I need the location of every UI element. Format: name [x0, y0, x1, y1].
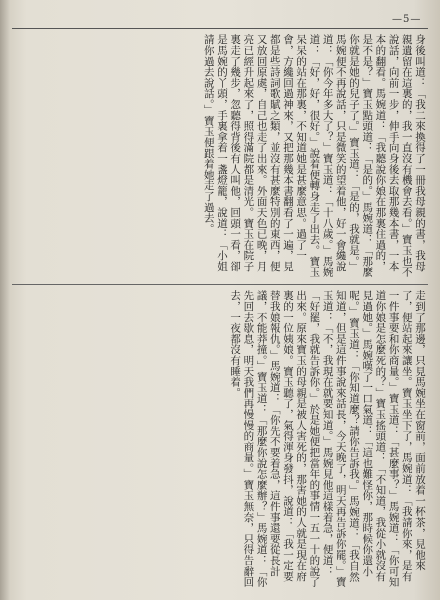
- section-divider: [12, 284, 428, 285]
- lower-text-block: 走到了那邊，只見馬婉坐在窗前，面前放着一杯茶，見他來了，便站起來讓坐。寶玉坐下了，馬婉道：「我請你來，是有一件事要和你商量。」寶玉道：「甚麼事？」馬婉道：「你可知道你娘是怎麼死的？」寶玉搖頭道：「不知道，我從小就沒有見過她。」馬婉嘆了一口氣道：「這也難怪你，那時候你還小呢。」寶玉道：「你知道麼？請你告訴我。」馬婉道：「我自然知道，但是這件事說來話長，今天晚了，明天再告訴你罷。」寶玉道：「不，我現在就要知道。」馬婉見他這樣着急，便道：「好罷，我就告訴你。」於是她便把當年的事情一五一十的說了出來。原來寶玉的母親是被人害死的，那害她的人就是現在府裏的一位姨娘。寶玉聽了，氣得渾身發抖，說道：「我一定要替我娘報仇。」馬婉道：「你先不要着急，這件事還要從長計議，不能莽撞。」寶玉道：「那麼你說怎麼辦？」馬婉道：「你先回去歇息，明天我們再慢慢的商量。」寶玉無奈，只得告辭回去，一夜都沒有睡着。: [229, 290, 426, 588]
- upper-text-block: 身後叫道：「我二來換得了一冊我母親的書，我母親遺留在這裏的，我一直沒有機會去看。」寶玉也不說話，向前一步，伸手向身後去取那幾本書，一本本的翻看。馬婉道：「我聽說你娘在那裏住過的，是不是？」寶玉點頭道：「是的。」馬婉道：「那麼你就是她的兒子了。」寶玉道：「是的，我就是。」馬婉便不再說話，只是微笑的望着他，好一會纔說道：「你今年多大了？」寶玉道：「十八歲。」馬婉道：「好，好，很好。」說着便轉身走了出去。寶玉呆呆的站在那裏，不知道她是甚麼意思。過了一會，方纔回過神來，又把那幾本書翻看了一遍，見都是些詩詞歌賦之類，並沒有甚麼特別的東西，便又放回原處，自己也走了出來。外面天色已晚，月亮已經升起來了，照得滿院都是清光。寶玉在院子裏走了幾步，忽聽得背後有人叫他，回頭一看，卻是馬婉的丫頭，手裏拿着一盞燈籠，說道：「小姐請你過去說話。」寶玉便跟着她走了過去。: [202, 34, 426, 278]
- binding-seam: [0, 0, 10, 600]
- header-rule: [12, 28, 428, 29]
- page-number: —5—: [392, 14, 422, 25]
